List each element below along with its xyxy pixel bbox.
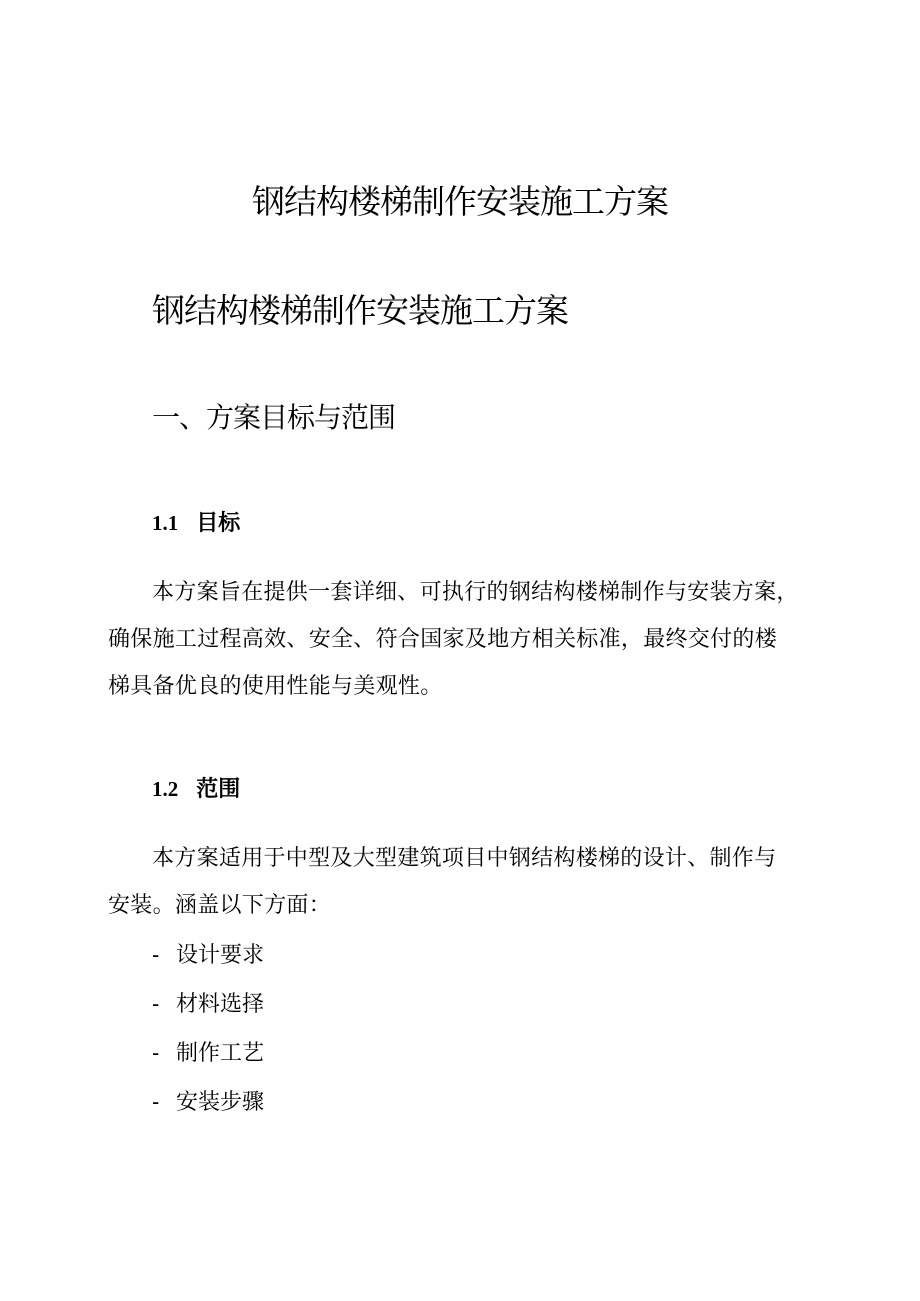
list-item xyxy=(152,979,264,1028)
subsection-number: 1.1 xyxy=(152,511,179,535)
scope-paragraph xyxy=(108,835,808,929)
subsection-label: 目标 xyxy=(196,511,241,536)
bullet-dash: - xyxy=(152,942,160,967)
bullet-dash: - xyxy=(152,1089,160,1114)
list-item-text: 制作工艺 xyxy=(176,1041,265,1066)
scope-list xyxy=(152,930,264,1126)
bullet-dash: - xyxy=(152,1040,160,1065)
document-subtitle: 钢结构楼梯制作安装施工方案 xyxy=(152,291,568,330)
paragraph-line: 确保施工过程高效、安全、符合国家及地方相关标准，最终交付的楼 xyxy=(108,627,778,652)
subsection-label: 范围 xyxy=(196,777,241,802)
subsection-heading-goal xyxy=(152,506,240,541)
list-item xyxy=(152,930,264,979)
list-item-text: 设计要求 xyxy=(176,943,265,968)
list-item xyxy=(152,1028,264,1077)
paragraph-line: 本方案适用于中型及大型建筑项目中钢结构楼梯的设计、制作与 xyxy=(152,846,777,871)
paragraph-line: 安装。涵盖以下方面： xyxy=(108,893,332,918)
document-title: 钢结构楼梯制作安装施工方案 xyxy=(252,182,668,221)
paragraph-line: 本方案旨在提供一套详细、可执行的钢结构楼梯制作与安装方案， xyxy=(152,580,799,605)
goal-paragraph xyxy=(108,569,808,710)
list-item xyxy=(152,1077,264,1126)
subsection-heading-scope xyxy=(152,772,240,807)
paragraph-line: 梯具备优良的使用性能与美观性。 xyxy=(108,674,443,699)
subsection-number: 1.2 xyxy=(152,777,179,801)
section-heading-objectives-scope: 一、方案目标与范围 xyxy=(152,401,396,434)
list-item-text: 安装步骤 xyxy=(176,1090,265,1115)
list-item-text: 材料选择 xyxy=(176,992,265,1017)
bullet-dash: - xyxy=(152,991,160,1016)
